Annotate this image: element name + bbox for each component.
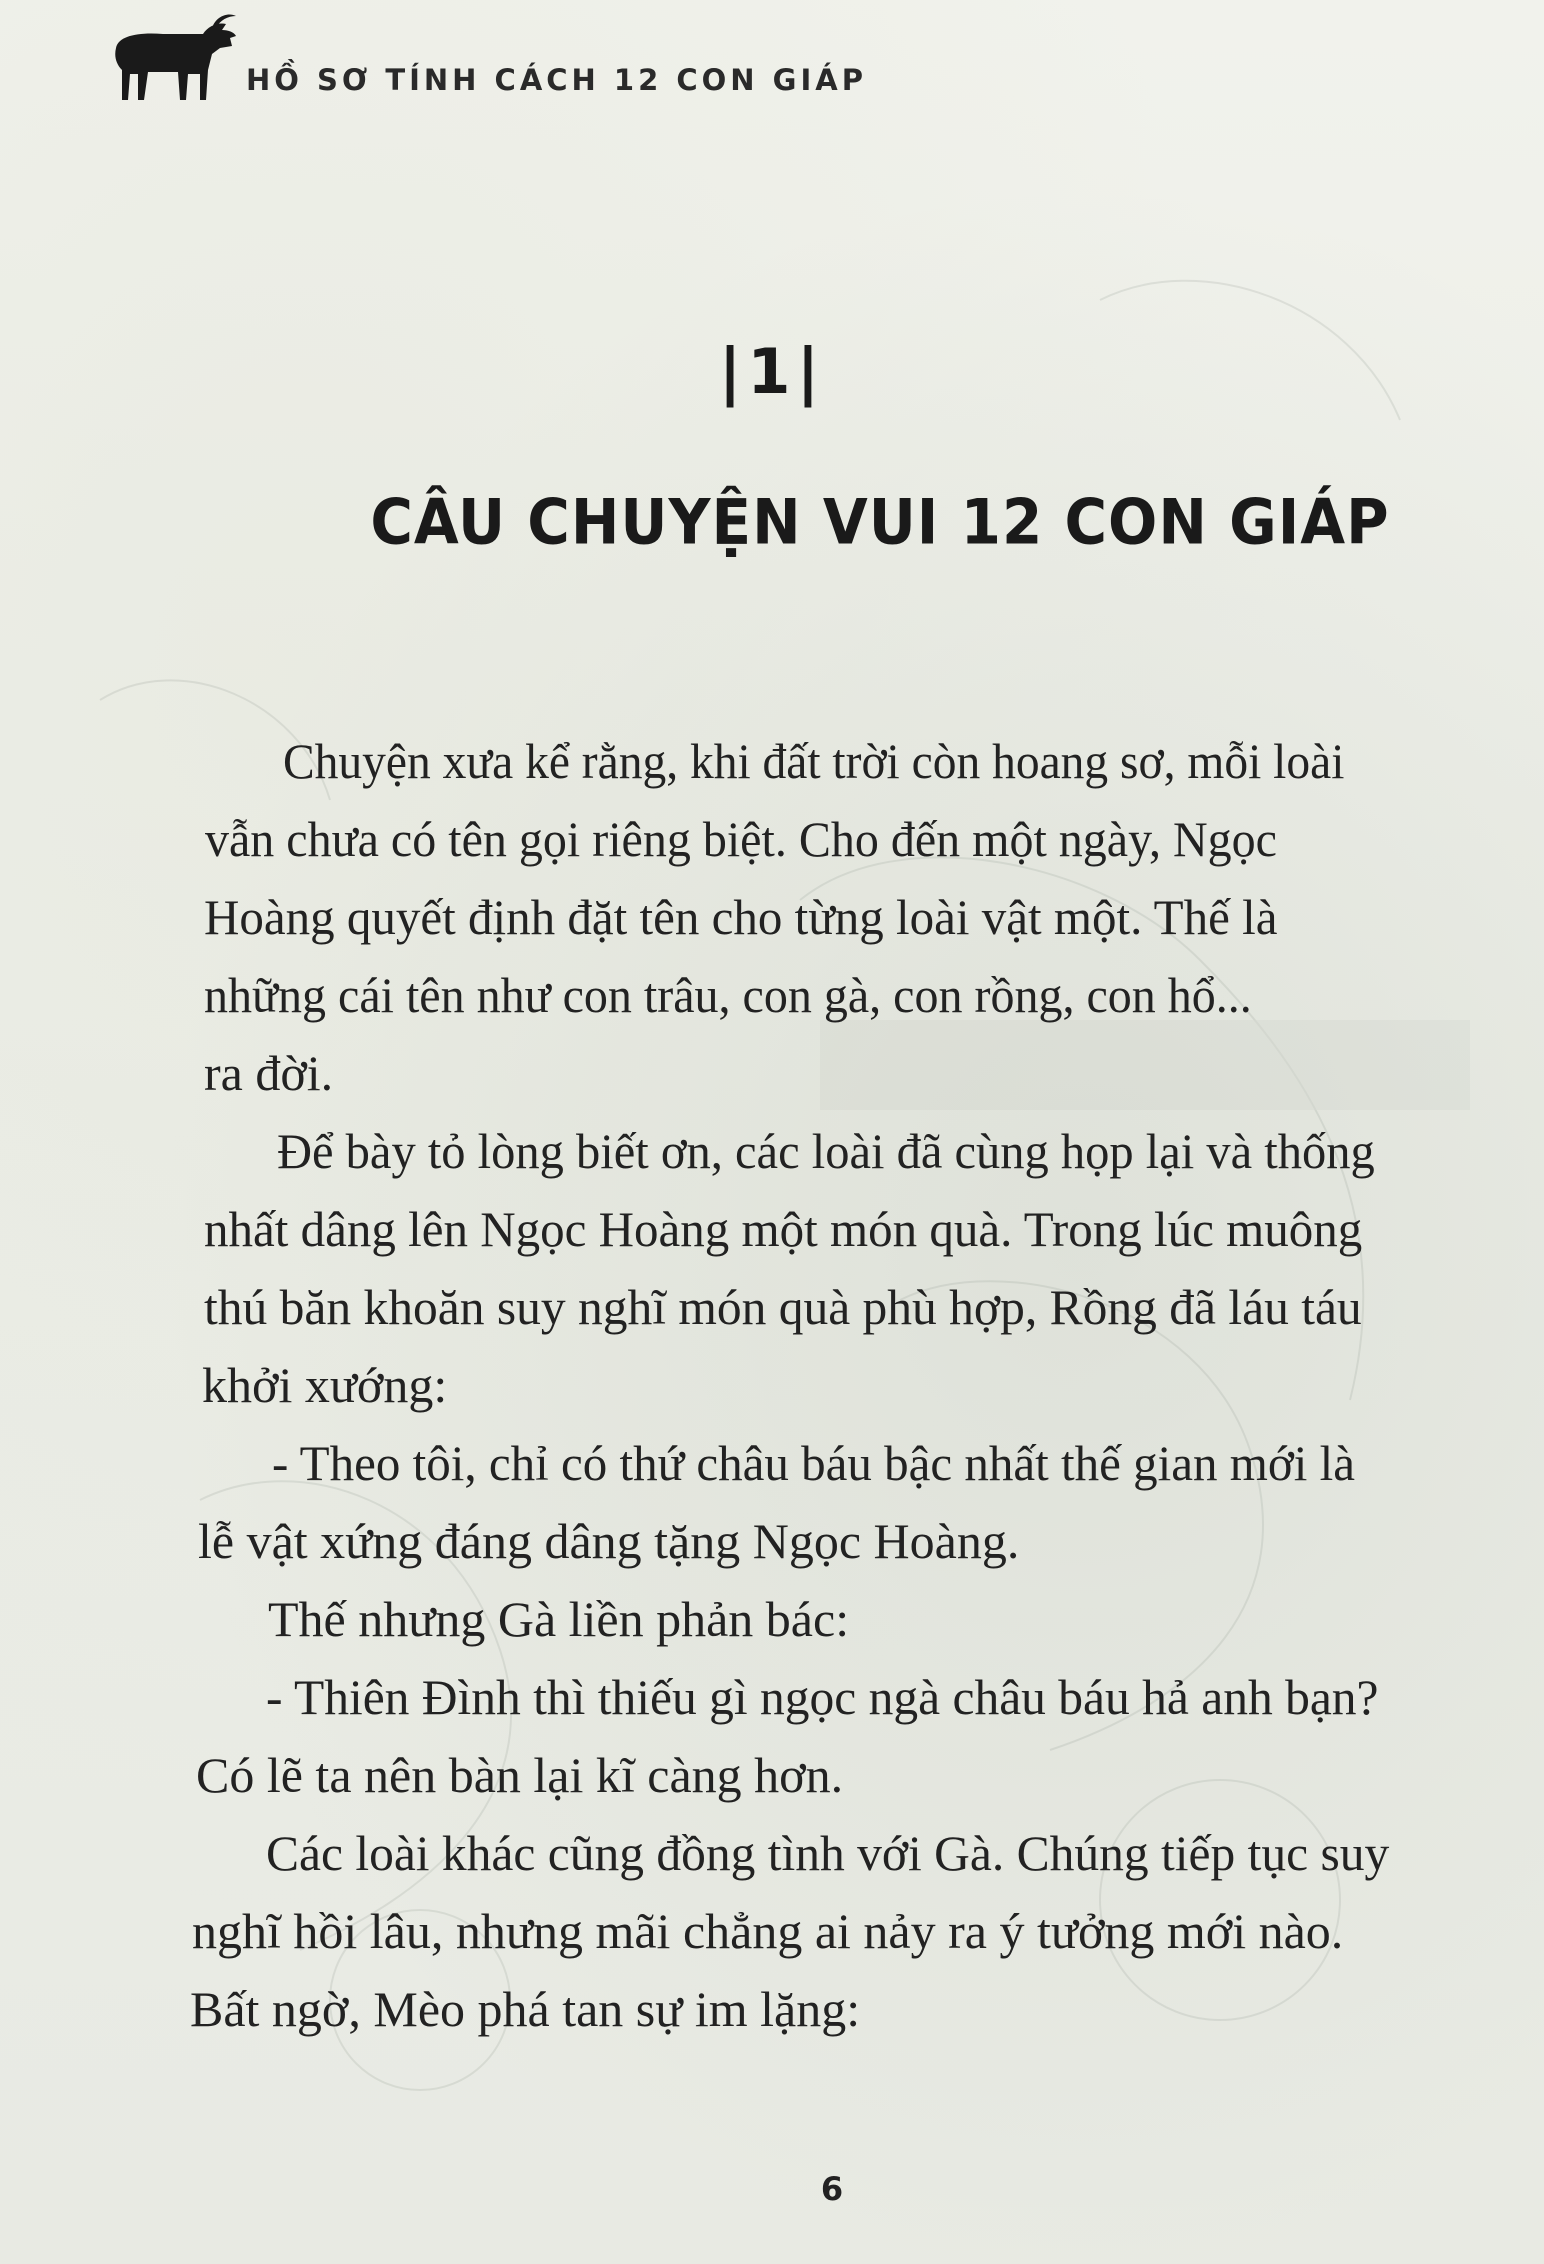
chapter-number: |1|	[718, 335, 826, 408]
body-line: Các loài khác cũng đồng tình với Gà. Chúng tiếp tục suy	[266, 1825, 1390, 1881]
body-line: vẫn chưa có tên gọi riêng biệt. Cho đến một ngày, Ngọc	[205, 811, 1277, 867]
body-line: Hoàng quyết định đặt tên cho từng loài vật một. Thế là	[204, 889, 1278, 945]
running-title: HỒ SƠ TÍNH CÁCH 12 CON GIÁP	[246, 63, 867, 97]
body-line: Có lẽ ta nên bàn lại kĩ càng hơn.	[196, 1747, 844, 1803]
body-line: lễ vật xứng đáng dâng tặng Ngọc Hoàng.	[198, 1513, 1020, 1569]
body-line: nhất dâng lên Ngọc Hoàng một món quà. Trong lúc muông	[204, 1201, 1363, 1257]
chapter-title: CÂU CHUYỆN VUI 12 CON GIÁP	[370, 485, 1390, 559]
body-line: Thế nhưng Gà liền phản bác:	[268, 1591, 850, 1647]
body-line: khởi xướng:	[202, 1357, 448, 1413]
body-line: Để bày tỏ lòng biết ơn, các loài đã cùng họp lại và thống	[277, 1123, 1375, 1179]
body-line: - Theo tôi, chỉ có thứ châu báu bậc nhất thế gian mới là	[272, 1435, 1355, 1491]
running-header	[108, 8, 867, 108]
body-line: ra đời.	[204, 1045, 334, 1101]
body-line: những cái tên như con trâu, con gà, con rồng, con hổ...	[204, 967, 1252, 1023]
buffalo-icon	[108, 8, 238, 108]
body-line: thú băn khoăn suy nghĩ món quà phù hợp, Rồng đã láu táu	[204, 1279, 1362, 1335]
body-line: Chuyện xưa kể rằng, khi đất trời còn hoang sơ, mỗi loài	[283, 733, 1345, 789]
page-number: 6	[820, 2170, 844, 2208]
body-line: - Thiên Đình thì thiếu gì ngọc ngà châu báu hả anh bạn?	[266, 1669, 1379, 1725]
body-line: nghĩ hồi lâu, nhưng mãi chẳng ai nảy ra ý tưởng mới nào.	[192, 1903, 1344, 1959]
body-line: Bất ngờ, Mèo phá tan sự im lặng:	[190, 1981, 861, 2037]
